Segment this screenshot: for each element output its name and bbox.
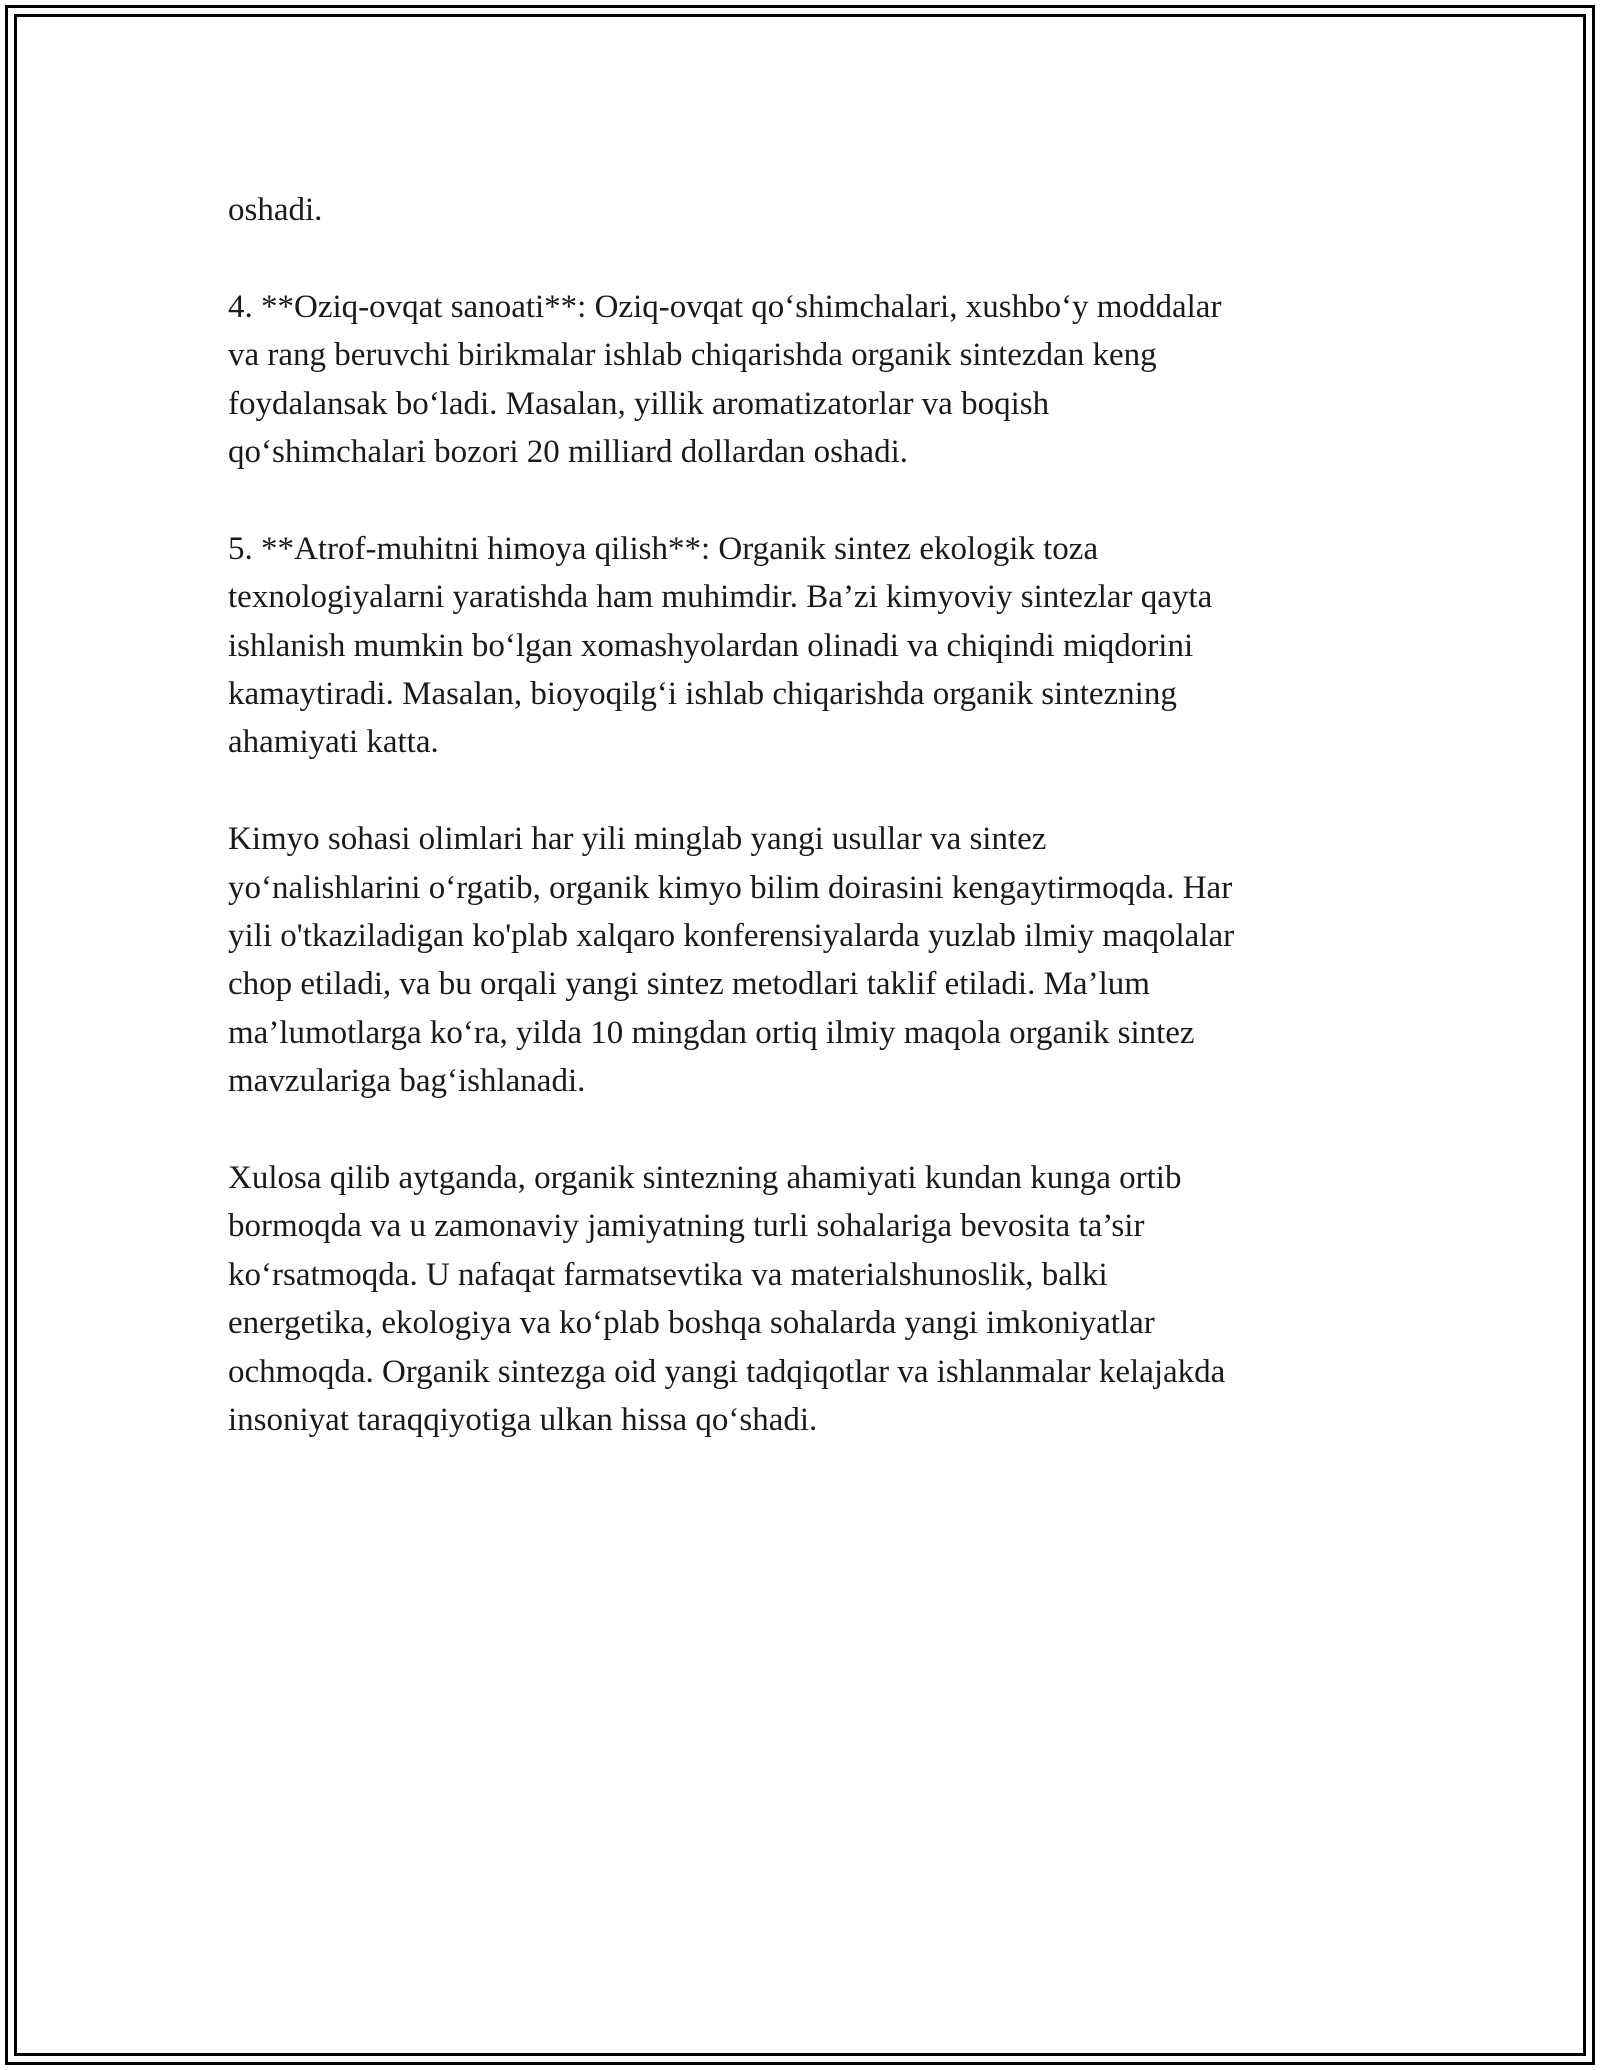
text-line: ko‘rsatmoqda. U nafaqat farmatsevtika va materialshunoslik, balki [228, 1256, 1108, 1293]
text-line: oshadi. [228, 192, 323, 228]
text-line: bormoqda va u zamonaviy jamiyatning turli sohalariga bevosita ta’sir [228, 1208, 1145, 1245]
text-line: chop etiladi, va bu orqali yangi sintez metodlari taklif etiladi. Ma’lum [228, 966, 1150, 1003]
text-line: yo‘nalishlarini o‘rgatib, organik kimyo bilim doirasini kengaytirmoqda. Har [228, 869, 1233, 906]
text-line: insoniyat taraqqiyotiga ulkan hissa qo‘shadi. [228, 1402, 818, 1439]
text-line: va rang beruvchi birikmalar ishlab chiqarishda organik sintezdan keng [228, 337, 1157, 374]
text-line: foydalansak bo‘ladi. Masalan, yillik aromatizatorlar va boqish [228, 385, 1050, 422]
document-body [228, 186, 1378, 1493]
text-line: 5. **Atrof-muhitni himoya qilish**: Organik sintez ekologik toza [228, 530, 1099, 567]
paragraph-scientists [228, 815, 1378, 1105]
text-line: ochmoqda. Organik sintezga oid yangi tadqiqotlar va ishlanmalar kelajakda [228, 1353, 1226, 1390]
text-line: 4. **Oziq-ovqat sanoati**: Oziq-ovqat qo‘shimchalari, xushbo‘y moddalar [228, 288, 1222, 325]
text-line: Kimyo sohasi olimlari har yili minglab yangi usullar va sintez [228, 821, 1047, 858]
paragraph-conclusion [228, 1154, 1378, 1444]
text-line: qo‘shimchalari bozori 20 milliard dollardan oshadi. [228, 434, 908, 471]
text-line: ma’lumotlarga ko‘ra, yilda 10 mingdan ortiq ilmiy maqola organik sintez [228, 1014, 1195, 1051]
text-line: ahamiyati katta. [228, 724, 439, 761]
paragraph-food-industry [228, 283, 1378, 477]
text-line: yili o'tkaziladigan ko'plab xalqaro konferensiyalarda yuzlab ilmiy maqolalar [228, 918, 1235, 955]
text-line: mavzulariga bag‘ishlanadi. [228, 1063, 586, 1100]
text-line: Xulosa qilib aytganda, organik sintezning ahamiyati kundan kunga ortib [228, 1160, 1182, 1197]
paragraph-environment [228, 525, 1378, 767]
text-line: energetika, ekologiya va ko‘plab boshqa sohalarda yangi imkoniyatlar [228, 1305, 1155, 1342]
text-line: ishlanish mumkin bo‘lgan xomashyolardan olinadi va chiqindi miqdorini [228, 627, 1194, 664]
paragraph-continuation [228, 186, 1378, 234]
text-line: kamaytiradi. Masalan, bioyoqilg‘i ishlab chiqarishda organik sintezning [228, 676, 1177, 713]
text-line: texnologiyalarni yaratishda ham muhimdir. Ba’zi kimyoviy sintezlar qayta [228, 579, 1213, 616]
